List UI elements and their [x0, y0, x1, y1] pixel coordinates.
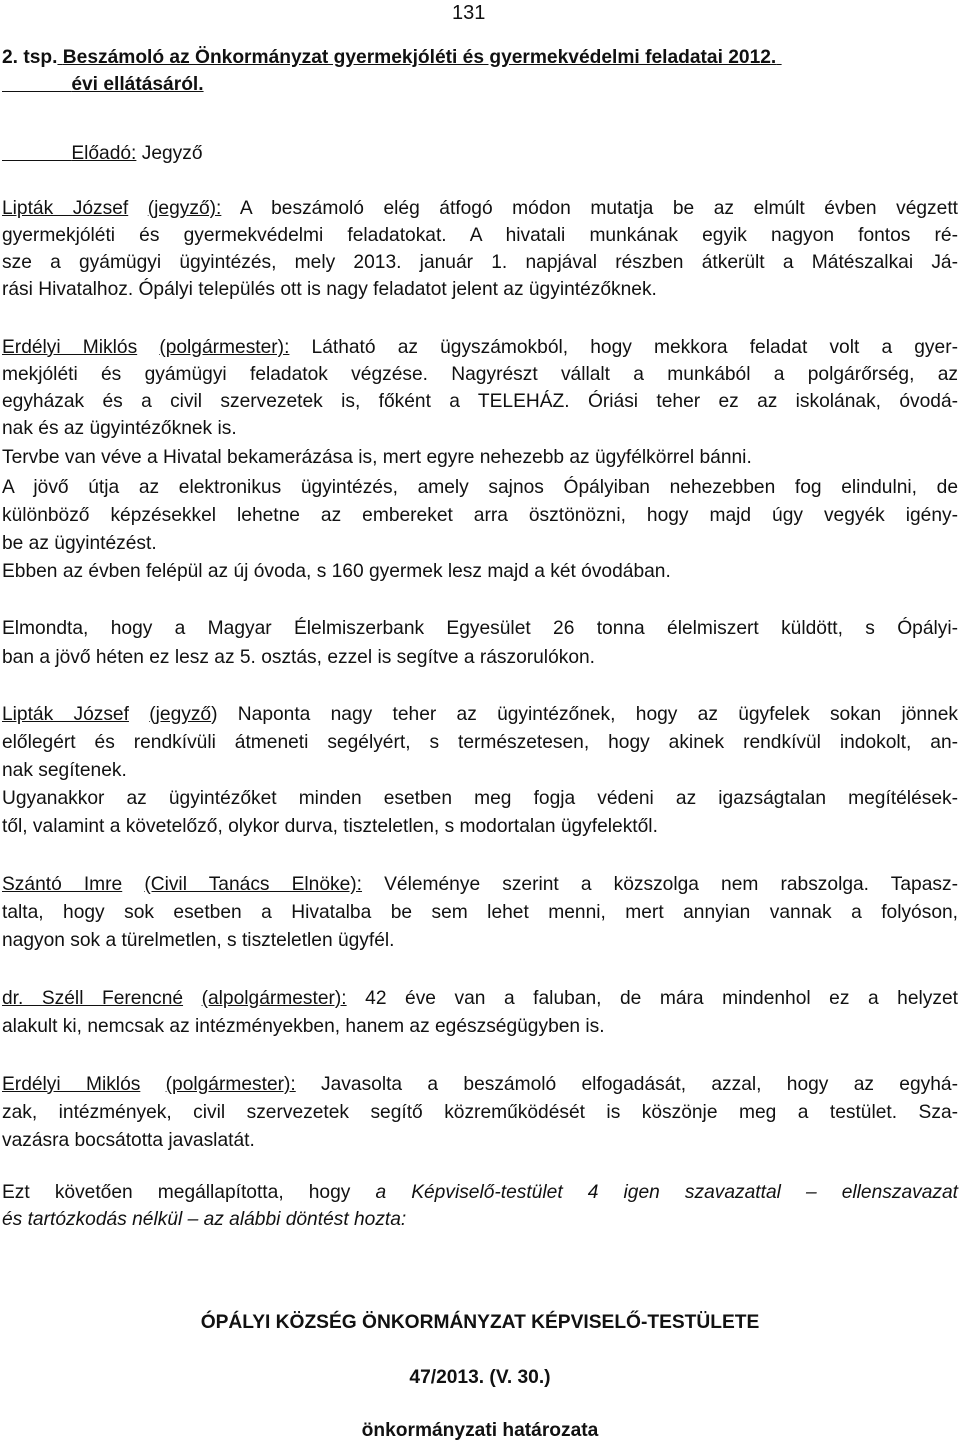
speaker-role: (jegyző): — [147, 198, 222, 219]
agenda-item-prefix: 2. tsp. — [2, 47, 58, 68]
speaker-role: (alpolgármester): — [201, 988, 347, 1009]
p8-italic1: a Képviselő-testület 4 igen szavazattal – ellenszavazat — [375, 1182, 958, 1203]
p1-line3: sze a gyámügyi ügyintézés, mely 2013. január 1. napjával részben átkerült a Mátészalkai Já- — [2, 252, 958, 273]
speaker-role: (polgármester): — [159, 337, 290, 358]
p3-line1: Elmondta, hogy a Magyar Élelmiszerbank Egyesület 26 tonna élelmiszert küldött, s Ópályi- — [2, 618, 958, 639]
p2-line7: különböző képzésekkel lehetne az embereket arra ösztönözni, hogy majd úgy vegyék igény- — [2, 505, 958, 526]
p1-line4: rási Hivatalhoz. Ópályi település ott is nagy feladatot jelent az ügyintézőknek. — [2, 279, 657, 300]
p4-line1 — [2, 702, 958, 729]
p1-line1 — [2, 196, 958, 223]
p2-line4: nak és az ügyintézőknek is. — [2, 418, 237, 439]
resolution-type: önkormányzati határozata — [361, 1420, 599, 1441]
p4-line5: től, valamint a követelőző, olykor durva, tiszteletlen, s modortalan ügyfelektől. — [2, 816, 658, 837]
presenter-line — [2, 141, 958, 168]
p2-line1 — [2, 335, 958, 362]
p2-text1: Látható az ügyszámokból, hogy mekkora feladat volt a gyer- — [311, 337, 958, 358]
p4-line2: előlegért és rendkívüli átmeneti segélyért, s természetesen, hogy akinek rendkívül indokolt, an- — [2, 732, 958, 753]
p2-line6: A jövő útja az elektronikus ügyintézés, amely sajnos Ópályiban nehezebben fog elindulni, de — [2, 477, 958, 498]
p3-line2: ban a jövő héten ez lesz az 5. osztás, ezzel is segítve a rászorulókon. — [2, 647, 596, 668]
agenda-title-text: Beszámoló az Önkormányzat gyermekjóléti és gyermekvédelmi feladatai 2012. — [62, 47, 777, 68]
agenda-title-line1 — [2, 45, 958, 72]
p7-line1 — [2, 1072, 958, 1099]
p6-text1: 42 éve van a faluban, de mára mindenhol ez a helyzet — [365, 988, 958, 1009]
speaker-role-close: ) — [211, 704, 218, 725]
p7-line3: vazásra bocsátotta javaslatát. — [2, 1130, 255, 1151]
p8-line2: és tartózkodás nélkül – az alábbi döntést hozta: — [2, 1209, 407, 1230]
presenter-label: Előadó: — [71, 143, 137, 164]
p2-line5: Tervbe van véve a Hivatal bekamerázása is, mert egyre nehezebb az ügyfélkörrel bánni. — [2, 447, 752, 468]
speaker-name: Lipták József — [2, 198, 129, 219]
resolution-number: 47/2013. (V. 30.) — [409, 1367, 551, 1388]
p4-line4: Ugyanakkor az ügyintézőket minden esetben meg fogja védeni az igazságtalan megítélések- — [2, 788, 958, 809]
p1-line2: gyermekjóléti és gyermekvédelmi feladatokat. A hivatali munkának egyik nagyon fontos ré- — [2, 225, 958, 246]
p6-line1 — [2, 986, 958, 1013]
speaker-name: Erdélyi Miklós — [2, 337, 138, 358]
p2-line2: mekjóléti és gyámügyi feladatok végzése. Nagyrészt vállalt a munkából a polgárőrség, az — [2, 364, 958, 385]
p2-line3: egyházak és a civil szervezetek is, főként a TELEHÁZ. Óriási teher ez az iskolának, óvodá- — [2, 391, 958, 412]
p5-line1 — [2, 872, 958, 899]
p5-line3: nagyon sok a türelmetlen, s tiszteletlen ügyfél. — [2, 930, 395, 951]
p6-line2: alakult ki, nemcsak az intézményekben, hanem az egészségügyben is. — [2, 1016, 605, 1037]
speaker-name: Erdélyi Miklós — [2, 1074, 141, 1095]
agenda-title-text-2: évi ellátásáról. — [71, 74, 204, 95]
speaker-name: Szántó Imre — [2, 874, 123, 895]
p4-text1: Naponta nagy teher az ügyintézőnek, hogy az ügyfelek sokan jönnek — [237, 704, 958, 725]
p7-text1: Javasolta a beszámoló elfogadását, azzal, hogy az egyhá- — [321, 1074, 958, 1095]
p4-line3: nak segítenek. — [2, 760, 127, 781]
p8-plain: Ezt követően megállapította, hogy — [2, 1182, 351, 1203]
page-number: 131 — [452, 2, 486, 24]
resolution-body: ÓPÁLYI KÖZSÉG ÖNKORMÁNYZAT KÉPVISELŐ-TESTÜLETE — [200, 1312, 760, 1333]
p5-line2: talta, hogy sok esetben a Hivatalba be sem lehet menni, mert annyian vannak a folyóson, — [2, 902, 958, 923]
presenter-name: Jegyző — [141, 143, 203, 164]
speaker-role: (polgármester): — [165, 1074, 296, 1095]
speaker-name: dr. Széll Ferencné — [2, 988, 184, 1009]
speaker-role: (jegyző — [149, 704, 212, 725]
p8-line1 — [2, 1180, 958, 1207]
p5-text1: Véleménye szerint a közszolga nem rabszolga. Tapasz- — [384, 874, 958, 895]
p7-line2: zak, intézmények, civil szervezetek segítő közreműködését is köszönje meg a testület. Sza- — [2, 1102, 958, 1123]
p2-line9: Ebben az évben felépül az új óvoda, s 160 gyermek lesz majd a két óvodában. — [2, 561, 671, 582]
speaker-role: (Civil Tanács Elnöke): — [144, 874, 363, 895]
speaker-name: Lipták József — [2, 704, 129, 725]
agenda-title-line2 — [2, 72, 958, 99]
p2-line8: be az ügyintézést. — [2, 533, 157, 554]
p1-text1: A beszámoló elég átfogó módon mutatja be az elmúlt évben végzett — [239, 198, 958, 219]
